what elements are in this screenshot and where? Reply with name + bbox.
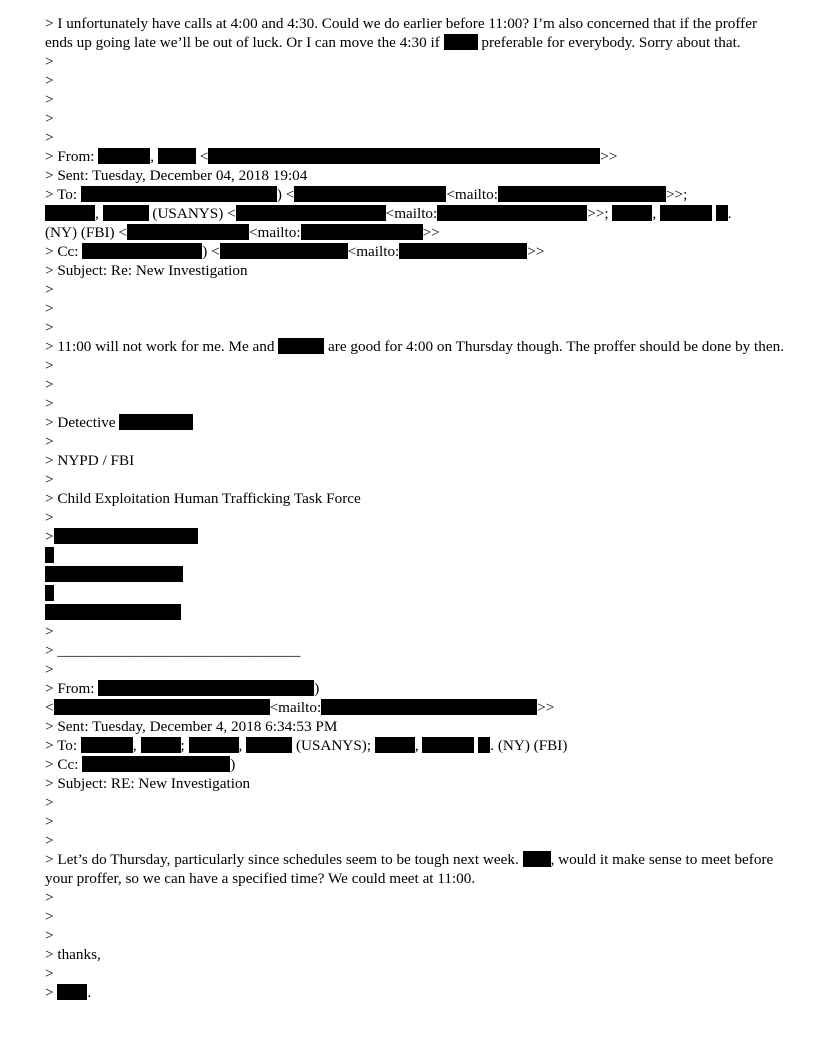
quote-line: > [45, 794, 54, 811]
quote-line: > [45, 300, 54, 317]
quote-line: > [45, 927, 54, 944]
quote-line: > [45, 889, 54, 906]
sent-line-2: > Sent: Tuesday, December 4, 2018 6:34:53 PM [45, 718, 338, 735]
redaction [422, 737, 474, 753]
redaction [660, 205, 712, 221]
signature-redacted: > [45, 527, 785, 546]
message-paragraph: > Let’s do Thursday, particularly since schedules seem to be tough next week. , would it make sense to meet before your proffer, so we can have a specified time? We could meet at 11:00. [45, 851, 774, 887]
redaction [57, 984, 87, 1000]
quote-line: > [45, 72, 54, 89]
quote-line: > [45, 433, 54, 450]
quote-line: > [45, 908, 54, 925]
quote-line: > [45, 623, 54, 640]
redaction [478, 737, 490, 753]
to-line-1c: (NY) (FBI) < <mailto: >> [45, 224, 440, 241]
to-line-1b: , (USANYS) < <mailto: >>; , . [45, 204, 785, 223]
quote-line: > [45, 53, 54, 70]
redaction [82, 243, 202, 259]
email-thread [45, 14, 785, 1002]
quote-line: > [45, 965, 54, 982]
redaction [294, 186, 446, 202]
from-line-2b: < <mailto: >> [45, 699, 555, 716]
subject-line-1: > Subject: Re: New Investigation [45, 262, 248, 279]
subject-line-2: > Subject: RE: New Investigation [45, 775, 251, 792]
redaction [321, 699, 537, 715]
to-line-1a: > To: ) < <mailto: >>; [45, 186, 688, 203]
reply-paragraph: > 11:00 will not work for me. Me and are good for 4:00 on Thursday though. The proffer should be done by then. [45, 338, 785, 355]
redaction [158, 148, 196, 164]
redaction [45, 604, 181, 620]
signature-redacted [45, 584, 785, 603]
separator-rule: > ________________________________ [45, 642, 301, 659]
redaction [45, 585, 54, 601]
sender-signoff: > . [45, 984, 92, 1001]
redaction [45, 547, 54, 563]
quoted-paragraph: > I unfortunately have calls at 4:00 and 4:30. Could we do earlier before 11:00? I’m also concerned that if the proffer ends up going late we’ll be out of luck. Or I can move the 4:30 if preferable for everybody. Sorry about that. [45, 15, 758, 51]
redaction [399, 243, 527, 259]
signature-unit: > Child Exploitation Human Trafficking Task Force [45, 490, 361, 507]
redaction [523, 851, 551, 867]
signature-redacted [45, 565, 785, 584]
redaction [498, 186, 666, 202]
redaction [82, 756, 230, 772]
quote-line: > [45, 376, 54, 393]
quote-line: > [45, 813, 54, 830]
redaction [119, 414, 193, 430]
redaction [45, 566, 183, 582]
quote-line: > [45, 319, 54, 336]
closing-line: > thanks, [45, 946, 101, 963]
quote-line: > [45, 661, 54, 678]
quote-line: > [45, 281, 54, 298]
redaction [54, 528, 198, 544]
redaction [103, 205, 149, 221]
to-line-2: > To: , ; , (USANYS); , . (NY) (FBI) [45, 737, 568, 754]
redaction [141, 737, 181, 753]
redaction [220, 243, 348, 259]
redaction [444, 34, 478, 50]
from-line-2a: > From: ) [45, 680, 320, 697]
redaction [375, 737, 415, 753]
redaction [81, 737, 133, 753]
signature-title: > Detective [45, 413, 785, 432]
signature-redacted [45, 603, 785, 622]
quote-line: > [45, 395, 54, 412]
redaction [236, 205, 386, 221]
redaction [437, 205, 587, 221]
redaction [98, 148, 150, 164]
redaction [246, 737, 292, 753]
redaction [278, 338, 324, 354]
redaction [54, 699, 270, 715]
redaction [81, 186, 277, 202]
from-line-1: > From: , < >> [45, 148, 618, 165]
redaction [716, 205, 728, 221]
quote-line: > [45, 471, 54, 488]
quote-line: > [45, 832, 54, 849]
cc-line-2: > Cc: ) [45, 756, 236, 773]
quote-line: > [45, 509, 54, 526]
cc-line-1: > Cc: ) < <mailto: >> [45, 243, 545, 260]
redaction [208, 148, 600, 164]
quote-line: > [45, 357, 54, 374]
quote-line: > [45, 110, 54, 127]
redaction [189, 737, 239, 753]
quote-line: > [45, 91, 54, 108]
redaction [301, 224, 423, 240]
redaction [45, 205, 95, 221]
redaction [127, 224, 249, 240]
signature-org: > NYPD / FBI [45, 452, 135, 469]
quote-line: > [45, 129, 54, 146]
sent-line-1: > Sent: Tuesday, December 04, 2018 19:04 [45, 167, 308, 184]
redaction [612, 205, 652, 221]
redaction [98, 680, 314, 696]
signature-redacted [45, 546, 785, 565]
